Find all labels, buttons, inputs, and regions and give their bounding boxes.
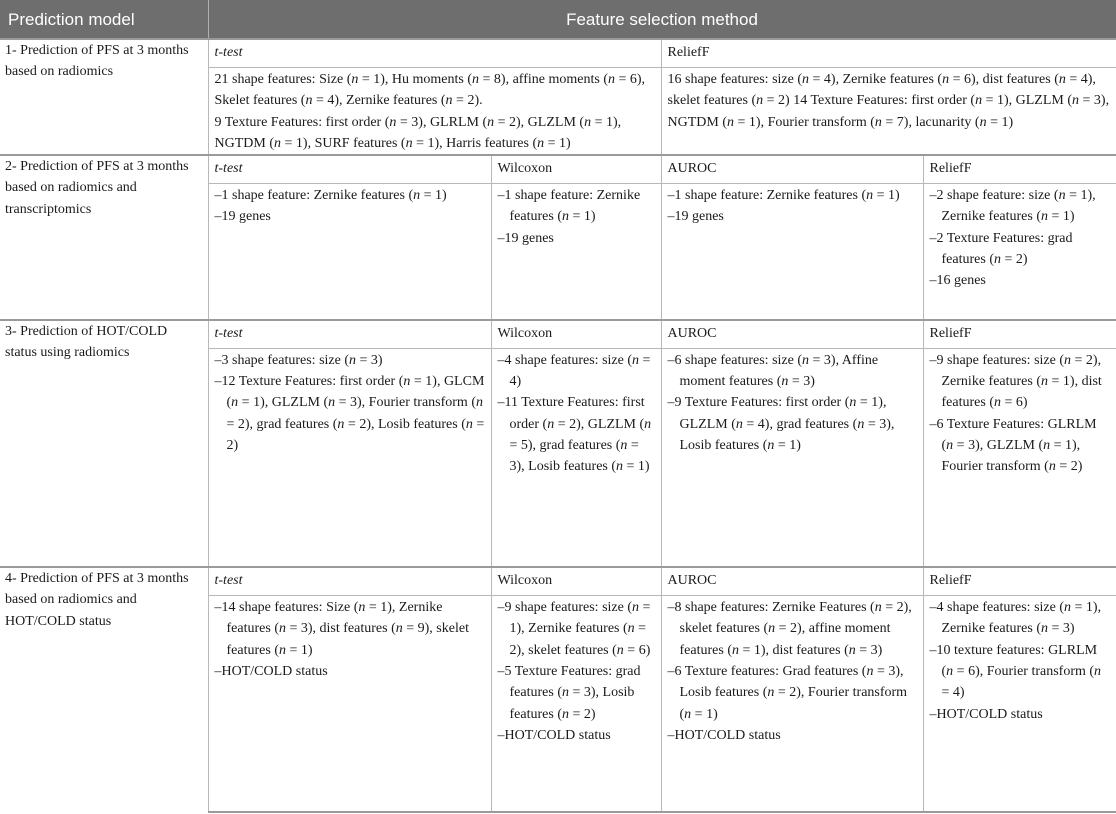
method-label: AUROC [661,567,923,596]
method-label: Wilcoxon [491,320,661,349]
feature-cell [208,348,491,567]
method-label: Wilcoxon [491,155,661,184]
feature-item: –2 shape feature: size (n = 1), Zernike features (n = 1) [929,188,1096,225]
header-feature-selection-method: Feature selection method [208,0,1116,39]
feature-item: –6 Texture features: Grad features (n = 3), Losib features (n = 2), Fourier transform (n = 1) [667,664,908,722]
feature-cell [208,184,491,320]
table-row [0,155,1116,184]
feature-item: 9 Texture Features: first order (n = 3), GLRLM (n = 2), GLZLM (n = 1), NGTDM (n = 1), SURF features (n = 1), Harris features (n = 1) [214,114,622,151]
feature-item: –9 shape features: size (n = 2), Zernike features (n = 1), dist features (n = 6) [929,352,1102,411]
method-label: t-test [208,567,491,596]
feature-item: –10 texture features: GLRLM (n = 6), Fourier transform (n = 4) [929,642,1102,701]
prediction-model-cell: 1- Prediction of PFS at 3 months based on radiomics [0,39,208,155]
feature-cell [491,596,661,812]
feature-item: –9 Texture Features: first order (n = 1), GLZLM (n = 4), grad features (n = 3), Losib features (n = 1) [667,395,895,453]
prediction-model-cell: 4- Prediction of PFS at 3 months based on radiomics and HOT/COLD status [0,567,208,812]
prediction-model-cell: 2- Prediction of PFS at 3 months based on radiomics and transcriptomics [0,155,208,320]
feature-item: 21 shape features: Size (n = 1), Hu moments (n = 8), affine moments (n = 6), Skelet features (n = 4), Zernike features (n = 2). [214,72,646,109]
feature-cell [208,596,491,812]
feature-item: –3 shape features: size (n = 3) [214,352,383,368]
feature-cell [491,348,661,567]
method-label: ReliefF [923,320,1116,349]
feature-item: –2 Texture Features: grad features (n = 2) [929,230,1073,268]
method-label: ReliefF [923,155,1116,184]
method-label: t-test [208,39,661,68]
method-label: ReliefF [661,39,1116,68]
feature-cell [491,184,661,320]
feature-item: 16 shape features: size (n = 4), Zernike features (n = 6), dist features (n = 4), skelet features (n = 2) 14 Texture Features: first order (n = 1), GLZLM (n = 3), NGTDM (n = 1), Fourier transform (n = 7), lacunarity (n = 1) [667,72,1110,130]
feature-item: –19 genes [497,230,554,246]
method-label: t-test [208,320,491,349]
table-row [0,567,1116,596]
feature-cell [208,68,661,156]
prediction-model-cell: 3- Prediction of HOT/COLD status using radiomics [0,320,208,568]
feature-cell [661,68,1116,156]
table-row [0,320,1116,349]
header-row [0,0,1116,39]
method-label: AUROC [661,155,923,184]
feature-cell [923,348,1116,567]
header-prediction-model: Prediction model [0,0,208,39]
feature-item: –9 shape features: size (n = 1), Zernike features (n = 2), skelet features (n = 6) [497,600,651,658]
method-label: ReliefF [923,567,1116,596]
feature-cell [661,348,923,567]
feature-item: –1 shape feature: Zernike features (n = 1) [667,188,900,204]
method-label: t-test [208,155,491,184]
feature-item: –HOT/COLD status [929,706,1043,722]
method-label: Wilcoxon [491,567,661,596]
table-row [0,39,1116,68]
feature-cell [661,184,923,320]
feature-cell [661,596,923,812]
feature-item: –19 genes [667,209,724,225]
feature-item: –1 shape feature: Zernike features (n = 1) [214,188,447,204]
feature-item: –16 genes [929,273,986,289]
feature-item: –1 shape feature: Zernike features (n = 1) [497,188,641,225]
feature-item: –14 shape features: Size (n = 1), Zernike features (n = 3), dist features (n = 9), skelet features (n = 1) [214,600,469,658]
feature-cell [923,184,1116,320]
feature-item: –6 Texture Features: GLRLM (n = 3), GLZLM (n = 1), Fourier transform (n = 2) [929,416,1097,475]
feature-item: –12 Texture Features: first order (n = 1), GLCM (n = 1), GLZLM (n = 3), Fourier transform (n = 2), grad features (n = 2), Losib features (n = 2) [214,373,485,453]
feature-item: –11 Texture Features: first order (n = 2), GLZLM (n = 5), grad features (n = 3), Losib features (n = 1) [497,395,652,475]
feature-item: –6 shape features: size (n = 3), Affine moment features (n = 3) [667,352,879,389]
feature-item: –8 shape features: Zernike Features (n = 2), skelet features (n = 2), affine moment features (n = 1), dist features (n = 3) [667,600,912,658]
feature-item: –19 genes [214,209,271,225]
feature-item: –HOT/COLD status [667,727,781,743]
feature-item: –4 shape features: size (n = 4) [497,352,651,389]
feature-item: –HOT/COLD status [497,727,611,743]
method-label: AUROC [661,320,923,349]
feature-item: –4 shape features: size (n = 1), Zernike features (n = 3) [929,600,1102,637]
feature-cell [923,596,1116,812]
feature-item: –5 Texture Features: grad features (n = 3), Losib features (n = 2) [497,664,641,722]
feature-item: –HOT/COLD status [214,664,328,680]
